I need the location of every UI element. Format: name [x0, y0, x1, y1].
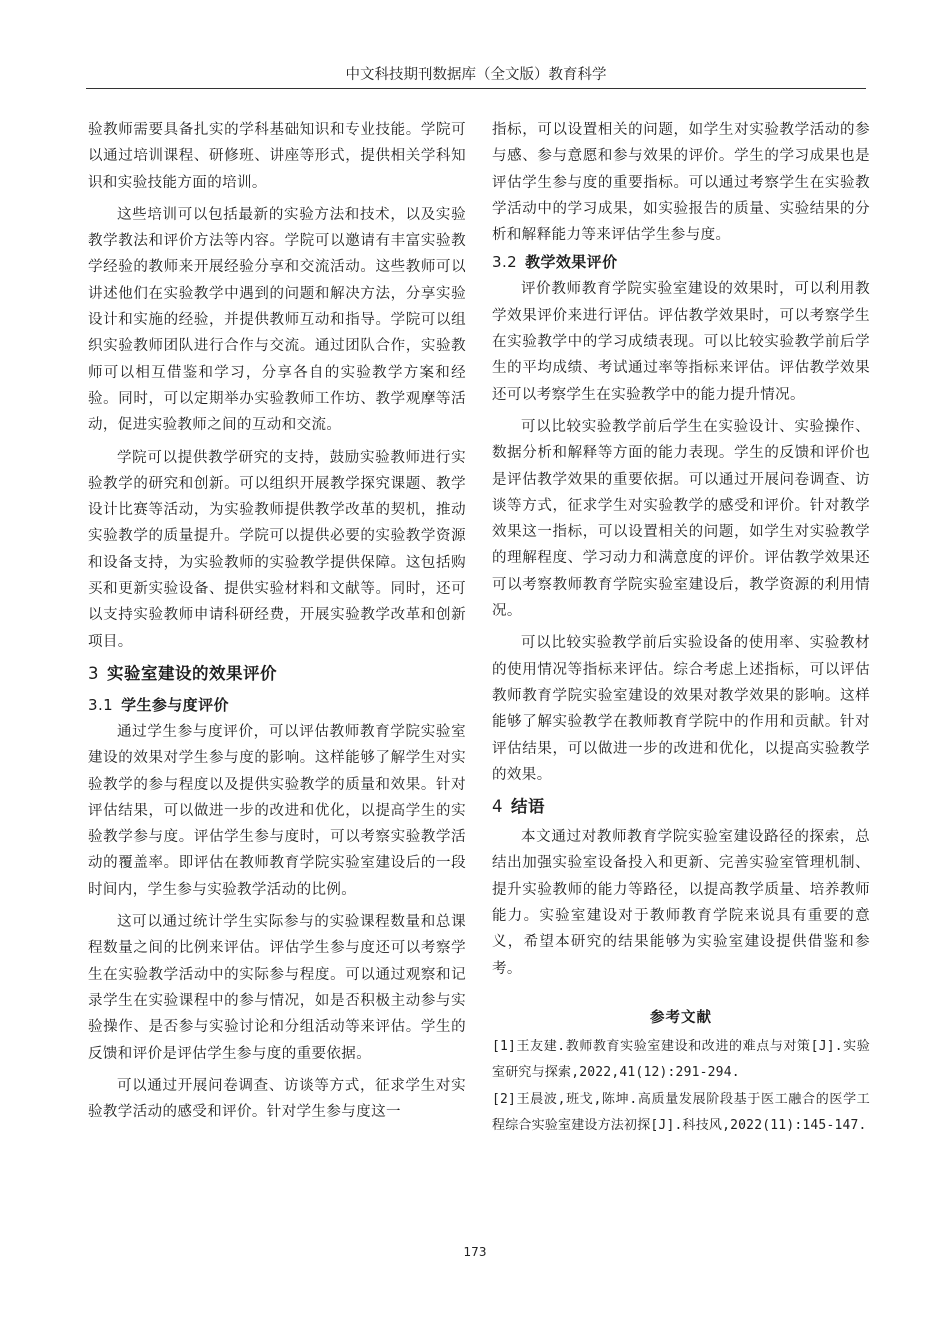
references-heading: 参考文献: [650, 1009, 712, 1026]
paragraph: 验教师需要具备扎实的学科基础知识和专业技能。学院可以通过培训课程、研修班、讲座等形式，提供相关学科知识和实验技能方面的培训。: [88, 122, 466, 191]
paragraph: 评价教师教育学院实验室建设的效果时，可以利用教学效果评价来进行评估。评估教学效果时，可以考察学生在实验教学中的学习成绩表现。可以比较实验教学前后学生的平均成绩、考试通过率等指标来评估。评估教学效果还可以考察学生在实验教学中的能力提升情况。: [492, 281, 870, 403]
paragraph: 可以比较实验教学前后实验设备的使用率、实验教材的使用情况等指标来评估。综合考虑上述指标，可以评估教师教育学院实验室建设的效果对教学效果的影响。这样能够了解实验教学在教师教育学院中的作用和贡献。针对评估结果，可以做进一步的改进和优化，以提高实验教学的效果。: [492, 635, 870, 783]
subsection-title: 学生参与度评价: [121, 695, 229, 714]
subsection-number: 3.2: [492, 253, 518, 272]
subsection-heading: [88, 691, 466, 719]
paragraph: 这可以通过统计学生实际参与的实验课程数量和总课程数量之间的比例来评估。评估学生参与度还可以考察学生在实验教学活动中的实际参与程度。可以通过观察和记录学生在实验课程中的参与情况，如是否积极主动参与实验操作、是否参与实验讨论和分组活动等来评估。学生的反馈和评价是评估学生参与度的重要依据。: [88, 914, 466, 1062]
paragraph: 学院可以提供教学研究的支持，鼓励实验教师进行实验教学的研究和创新。可以组织开展教学探究课题、教学设计比赛等活动，为实验教师提供教学改革的契机，推动实验教学的质量提升。学院可以提供必要的实验教学资源和设备支持，为实验教师的实验教学提供保障。这包括购买和更新实验设备、提供实验材料和文献等。同时，还可以支持实验教师申请科研经费，开展实验教学改革和创新项目。: [88, 449, 466, 650]
paragraph: 指标，可以设置相关的问题，如学生对实验教学活动的参与感、参与意愿和参与效果的评价。学生的学习成果也是评估学生参与度的重要指标。可以通过考察学生在实验教学活动中的学习成果，如实验报告的质量、实验结果的分析和解释能力等来评估学生参与度。: [492, 122, 870, 244]
paragraph: 这些培训可以包括最新的实验方法和技术，以及实验教学教法和评价方法等内容。学院可以邀请有丰富实验教学经验的教师来开展经验分享和交流活动。这些教师可以讲述他们在实验教学中遇到的问题和解决方法，分享实验设计和实施的经验，并提供教师互动和指导。学院可以组织实验教师团队进行合作与交流。通过团队合作，实验教师可以相互借鉴和学习，分享各自的实验教学方案和经验。同时，可以定期举办实验教师工作坊、教学观摩等活动，促进实验教师之间的互动和交流。: [88, 206, 466, 434]
section-number: 3: [88, 663, 99, 683]
subsection-number: 3.1: [88, 695, 114, 714]
section-heading: [88, 659, 466, 689]
section-heading: [492, 792, 870, 822]
journal-title: 中文科技期刊数据库（全文版）教育科学: [345, 67, 607, 83]
paragraph: 可以通过开展问卷调查、访谈等方式，征求学生对实验教学活动的感受和评价。针对学生参与度这一: [88, 1077, 466, 1121]
subsection-title: 教学效果评价: [525, 253, 618, 272]
paragraph: 可以比较实验教学前后学生在实验设计、实验操作、数据分析和解释等方面的能力表现。学生的反馈和评价也是评估教学效果的重要依据。可以通过开展问卷调查、访谈等方式，征求学生对实验教学的感受和评价。针对教学效果这一指标，可以设置相关的问题，如学生对实验教学的理解程度、学习动力和满意度的评价。评估教学效果还可以考察教师教育学院实验室建设后，教学资源的利用情况。: [492, 418, 870, 620]
reference-item: [1]王友建.教师教育实验室建设和改进的难点与对策[J].实验室研究与探索,2022,41(12):291-294.: [492, 1038, 870, 1081]
page-number: 173: [463, 1245, 487, 1259]
section-title: 实验室建设的效果评价: [107, 663, 277, 683]
section-number: 4: [492, 797, 503, 817]
journal-header: [86, 62, 866, 89]
subsection-heading: [492, 248, 870, 276]
right-column: [492, 117, 870, 1140]
left-column: [88, 117, 466, 1125]
paragraph: 通过学生参与度评价，可以评估教师教育学院实验室建设的效果对学生参与度的影响。这样能够了解学生对实验教学的参与程度以及提供实验教学的质量和效果。针对评估结果，可以做进一步的改进和优化，以提高学生的实验教学参与度。评估学生参与度时，可以考察实验教学活动的覆盖率。即评估在教师教育学院实验室建设后的一段时间内，学生参与实验教学活动的比例。: [88, 723, 466, 898]
reference-item: [2]王晨波,班戈,陈坤.高质量发展阶段基于医工融合的医学工程综合实验室建设方法初探[J].科技风,2022(11):145-147.: [492, 1091, 870, 1134]
section-title: 结语: [511, 797, 545, 817]
paragraph: 本文通过对教师教育学院实验室建设路径的探索，总结出加强实验室设备投入和更新、完善实验室管理机制、提升实验教师的能力等路径，以提高教学质量、培养教师能力。实验室建设对于教师教育学院来说具有重要的意义，希望本研究的结果能够为实验室建设提供借鉴和参考。: [492, 829, 870, 977]
